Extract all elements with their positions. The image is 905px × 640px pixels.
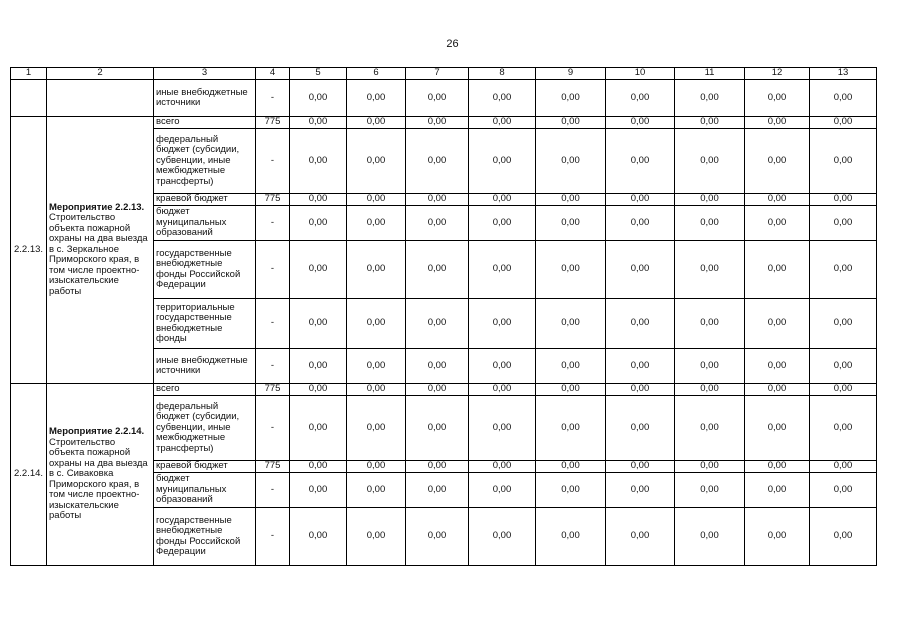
value-cell: 0,00 [290, 508, 347, 566]
event-description: Строительство объекта пожарной охраны на два выезда в с. Сиваковка Приморского края, в том числе проектно-изыскательские работы [49, 436, 148, 522]
event-cell [47, 117, 154, 384]
source-cell: государственные внебюджетные фонды Российской Федерации [154, 508, 256, 566]
col4-cell: - [256, 349, 290, 384]
value-cell: 0,00 [606, 473, 675, 508]
value-cell: 0,00 [536, 194, 606, 206]
value-cell: 0,00 [406, 206, 469, 241]
value-cell: 0,00 [290, 117, 347, 129]
value-cell: 0,00 [675, 117, 745, 129]
value-cell: 0,00 [406, 473, 469, 508]
value-cell: 0,00 [406, 384, 469, 396]
column-header: 3 [154, 68, 256, 80]
source-cell: бюджет муниципальных образований [154, 473, 256, 508]
column-header: 8 [469, 68, 536, 80]
value-cell: 0,00 [469, 508, 536, 566]
column-header: 9 [536, 68, 606, 80]
value-cell: 0,00 [347, 117, 406, 129]
value-cell: 0,00 [745, 384, 810, 396]
value-cell: 0,00 [406, 129, 469, 194]
value-cell: 0,00 [290, 241, 347, 299]
col4-cell: - [256, 473, 290, 508]
value-cell: 0,00 [347, 396, 406, 461]
value-cell: 0,00 [469, 384, 536, 396]
value-cell: 0,00 [810, 129, 877, 194]
value-cell: 0,00 [469, 117, 536, 129]
value-cell: 0,00 [606, 129, 675, 194]
col4-cell: - [256, 129, 290, 194]
value-cell: 0,00 [810, 241, 877, 299]
column-header: 13 [810, 68, 877, 80]
value-cell: 0,00 [290, 129, 347, 194]
value-cell: 0,00 [810, 206, 877, 241]
table-row [11, 117, 877, 129]
source-cell: всего [154, 117, 256, 129]
value-cell: 0,00 [675, 80, 745, 117]
col4-cell: - [256, 80, 290, 117]
event-description: Строительство объекта пожарной охраны на два выезда в с. Зеркальное Приморского края, в том числе проектно-изыскательские работы [49, 212, 148, 297]
column-header: 2 [47, 68, 154, 80]
value-cell: 0,00 [290, 299, 347, 349]
value-cell: 0,00 [469, 129, 536, 194]
column-header: 10 [606, 68, 675, 80]
value-cell: 0,00 [406, 461, 469, 473]
value-cell: 0,00 [536, 349, 606, 384]
value-cell: 0,00 [606, 117, 675, 129]
value-cell: 0,00 [675, 461, 745, 473]
col4-cell: - [256, 206, 290, 241]
value-cell: 0,00 [745, 80, 810, 117]
column-header: 4 [256, 68, 290, 80]
value-cell: 0,00 [675, 194, 745, 206]
value-cell: 0,00 [347, 241, 406, 299]
column-header: 12 [745, 68, 810, 80]
col4-cell: - [256, 396, 290, 461]
value-cell: 0,00 [675, 299, 745, 349]
page-number: 26 [446, 38, 459, 50]
value-cell: 0,00 [347, 80, 406, 117]
column-header: 11 [675, 68, 745, 80]
event-title: Мероприятие 2.2.14. [49, 426, 145, 438]
event-code: 2.2.14. [11, 384, 47, 566]
value-cell: 0,00 [745, 194, 810, 206]
value-cell: 0,00 [675, 473, 745, 508]
value-cell: 0,00 [810, 80, 877, 117]
value-cell: 0,00 [810, 194, 877, 206]
value-cell: 0,00 [536, 473, 606, 508]
table-row [11, 384, 877, 396]
value-cell: 0,00 [536, 206, 606, 241]
value-cell: 0,00 [606, 194, 675, 206]
value-cell: 0,00 [810, 396, 877, 461]
source-cell: краевой бюджет [154, 461, 256, 473]
value-cell: 0,00 [469, 299, 536, 349]
column-header: 5 [290, 68, 347, 80]
value-cell: 0,00 [469, 206, 536, 241]
value-cell: 0,00 [536, 461, 606, 473]
value-cell: 0,00 [675, 396, 745, 461]
col4-cell: - [256, 508, 290, 566]
value-cell: 0,00 [606, 384, 675, 396]
value-cell: 0,00 [469, 194, 536, 206]
value-cell: 0,00 [745, 349, 810, 384]
event-cell [47, 384, 154, 566]
value-cell: 0,00 [347, 206, 406, 241]
value-cell: 0,00 [536, 80, 606, 117]
value-cell: 0,00 [347, 384, 406, 396]
value-cell: 0,00 [606, 206, 675, 241]
value-cell: 0,00 [406, 508, 469, 566]
value-cell: 0,00 [745, 508, 810, 566]
source-cell: иные внебюджетные источники [154, 80, 256, 117]
event-title: Мероприятие 2.2.13. [49, 201, 145, 213]
source-cell: бюджет муниципальных образований [154, 206, 256, 241]
value-cell: 0,00 [406, 299, 469, 349]
code-cell [11, 80, 47, 117]
value-cell: 0,00 [745, 473, 810, 508]
value-cell: 0,00 [290, 194, 347, 206]
col4-cell: 775 [256, 384, 290, 396]
value-cell: 0,00 [469, 461, 536, 473]
value-cell: 0,00 [406, 80, 469, 117]
value-cell: 0,00 [745, 206, 810, 241]
value-cell: 0,00 [347, 194, 406, 206]
value-cell: 0,00 [536, 241, 606, 299]
value-cell: 0,00 [675, 384, 745, 396]
value-cell: 0,00 [606, 349, 675, 384]
value-cell: 0,00 [606, 241, 675, 299]
value-cell: 0,00 [606, 299, 675, 349]
value-cell: 0,00 [347, 461, 406, 473]
value-cell: 0,00 [536, 508, 606, 566]
source-cell: краевой бюджет [154, 194, 256, 206]
value-cell: 0,00 [469, 349, 536, 384]
value-cell: 0,00 [675, 241, 745, 299]
value-cell: 0,00 [290, 473, 347, 508]
value-cell: 0,00 [745, 396, 810, 461]
value-cell: 0,00 [406, 241, 469, 299]
event-cell [47, 80, 154, 117]
col4-cell: - [256, 299, 290, 349]
value-cell: 0,00 [290, 80, 347, 117]
source-cell: территориальные государственные внебюджетные фонды [154, 299, 256, 349]
header-row [11, 68, 877, 80]
value-cell: 0,00 [290, 349, 347, 384]
value-cell: 0,00 [347, 299, 406, 349]
value-cell: 0,00 [675, 129, 745, 194]
value-cell: 0,00 [406, 194, 469, 206]
value-cell: 0,00 [536, 129, 606, 194]
value-cell: 0,00 [536, 117, 606, 129]
value-cell: 0,00 [675, 508, 745, 566]
value-cell: 0,00 [290, 206, 347, 241]
value-cell: 0,00 [469, 473, 536, 508]
value-cell: 0,00 [745, 241, 810, 299]
col4-cell: 775 [256, 117, 290, 129]
value-cell: 0,00 [406, 396, 469, 461]
value-cell: 0,00 [469, 80, 536, 117]
source-cell: всего [154, 384, 256, 396]
value-cell: 0,00 [810, 508, 877, 566]
value-cell: 0,00 [536, 396, 606, 461]
value-cell: 0,00 [536, 384, 606, 396]
value-cell: 0,00 [536, 299, 606, 349]
value-cell: 0,00 [810, 461, 877, 473]
value-cell: 0,00 [469, 241, 536, 299]
value-cell: 0,00 [810, 349, 877, 384]
value-cell: 0,00 [290, 384, 347, 396]
value-cell: 0,00 [745, 129, 810, 194]
value-cell: 0,00 [290, 461, 347, 473]
value-cell: 0,00 [606, 396, 675, 461]
column-header: 1 [11, 68, 47, 80]
value-cell: 0,00 [745, 117, 810, 129]
event-code: 2.2.13. [11, 117, 47, 384]
value-cell: 0,00 [347, 349, 406, 384]
value-cell: 0,00 [347, 473, 406, 508]
source-cell: иные внебюджетные источники [154, 349, 256, 384]
value-cell: 0,00 [606, 80, 675, 117]
value-cell: 0,00 [606, 461, 675, 473]
value-cell: 0,00 [675, 206, 745, 241]
col4-cell: - [256, 241, 290, 299]
source-cell: государственные внебюджетные фонды Российской Федерации [154, 241, 256, 299]
value-cell: 0,00 [675, 349, 745, 384]
value-cell: 0,00 [810, 384, 877, 396]
value-cell: 0,00 [406, 349, 469, 384]
source-cell: федеральный бюджет (субсидии, субвенции, иные межбюджетные трансферты) [154, 129, 256, 194]
column-header: 6 [347, 68, 406, 80]
value-cell: 0,00 [406, 117, 469, 129]
value-cell: 0,00 [810, 117, 877, 129]
column-header: 7 [406, 68, 469, 80]
value-cell: 0,00 [810, 299, 877, 349]
col4-cell: 775 [256, 461, 290, 473]
source-cell: федеральный бюджет (субсидии, субвенции, иные межбюджетные трансферты) [154, 396, 256, 461]
value-cell: 0,00 [745, 299, 810, 349]
value-cell: 0,00 [347, 508, 406, 566]
value-cell: 0,00 [606, 508, 675, 566]
table-row [11, 80, 877, 117]
budget-table [10, 67, 877, 566]
value-cell: 0,00 [745, 461, 810, 473]
value-cell: 0,00 [469, 396, 536, 461]
col4-cell: 775 [256, 194, 290, 206]
value-cell: 0,00 [290, 396, 347, 461]
value-cell: 0,00 [810, 473, 877, 508]
value-cell: 0,00 [347, 129, 406, 194]
